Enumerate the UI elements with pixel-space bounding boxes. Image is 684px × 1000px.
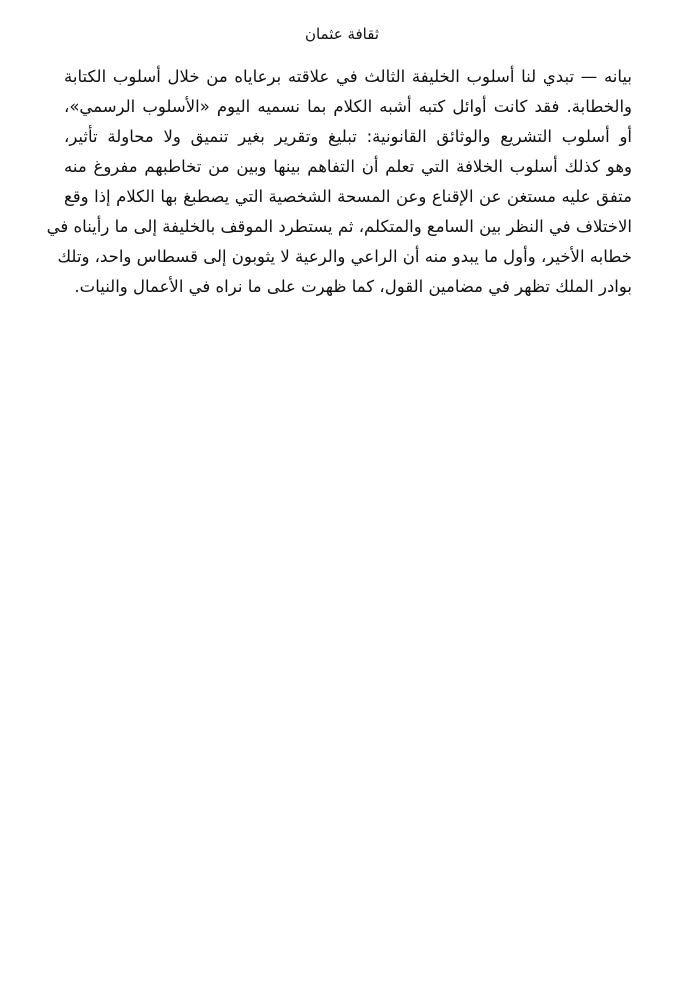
text-line: بيانه — تبدي لنا أسلوب الخليفة الثالث في علاقته برعاياه من خلال أسلوب الكتابة: [64, 67, 632, 86]
text-line: والخطابة. فقد كانت أوائل كتبه أشبه الكلام بما نسميه اليوم «الأسلوب الرسمي»،: [64, 97, 632, 116]
text-line: أو أسلوب التشريع والوثائق القانونية: تبليغ وتقرير بغير تنميق ولا محاولة تأثير،: [64, 127, 632, 146]
body-paragraph: [46, 62, 632, 302]
text-line: الاختلاف في النظر بين السامع والمتكلم، ثم يستطرد الموقف بالخليفة إلى ما رأيناه في: [46, 217, 632, 236]
text-line-last: بوادر الملك تظهر في مضامين القول، كما ظهرت على ما نراه في الأعمال والنيات.: [74, 277, 632, 296]
text-line: وهو كذلك أسلوب الخلافة التي تعلم أن التفاهم بينها وبين من تخاطبهم مفروغ منه: [64, 157, 632, 176]
running-header: ثقافة عثمان: [304, 25, 380, 43]
text-line: متفق عليه مستغن عن الإقناع وعن المسحة الشخصية التي يصطبغ بها الكلام إذا وقع: [64, 187, 632, 206]
text-line: خطابه الأخير، وأول ما يبدو منه أن الراعي والرعية لا يثوبون إلى قسطاس واحد، وتلك: [57, 247, 632, 266]
